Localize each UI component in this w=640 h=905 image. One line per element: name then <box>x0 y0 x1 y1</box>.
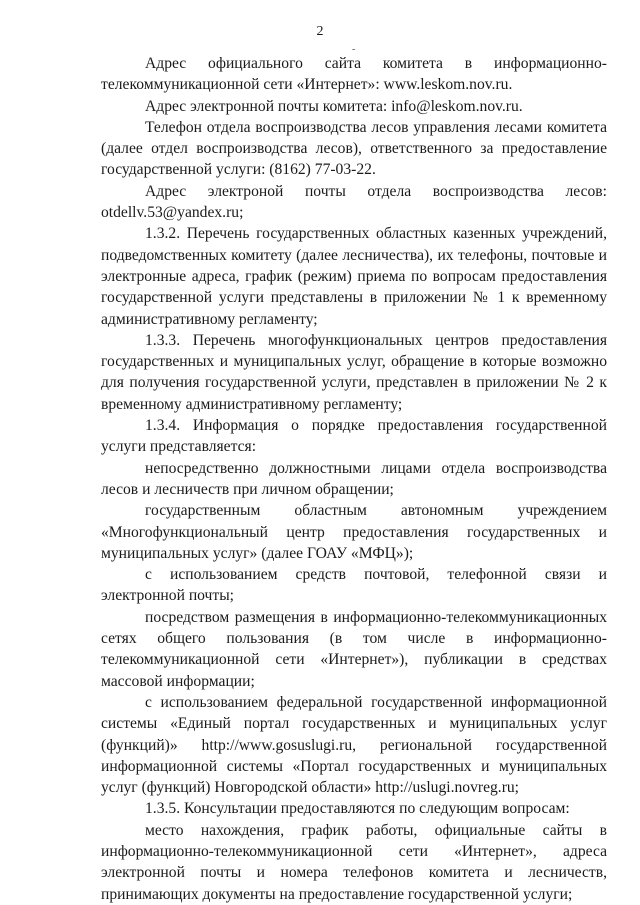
document-body <box>101 53 607 905</box>
paragraph-1-3-3: 1.3.3. Перечень многофункциональных центров предоставления государственных и муниципальных услуг, обращение в которые возможно для получения государственной услуги, представлен в приложении № 2 к временному административному регламенту; <box>101 331 607 413</box>
paragraph-1-3-2: 1.3.2. Перечень государственных областных казенных учреждений, подведомственных комитету (далее лесничества), их телефоны, почтовые и электронные адреса, график (режим) приема по вопросам предоставления государственной услуги представлены в приложении № 1 к временному административному регламенту; <box>101 225 607 328</box>
paragraph-internet: посредством размещения в информационно-телекоммуникационных сетях общего пользования (в том числе в информационно-телекоммуникационной сети «Интернет»), публикации в средствах массовой информации; <box>101 608 607 690</box>
paragraph-website: Адрес официального сайта комитета в информационно-телекоммуникационной сети «Интернет»: www.leskom.nov.ru. <box>101 55 607 94</box>
paragraph-personal: непосредственно должностными лицами отдела воспроизводства лесов и лесничеств при личном обращении; <box>101 459 607 498</box>
paragraph-phone: Телефон отдела воспроизводства лесов управления лесами комитета (далее отдел воспроизводства лесов), ответственного за предоставление государственной услуги: (8162) 77-03-22. <box>101 118 607 179</box>
page-mark: - <box>352 44 356 55</box>
paragraph-email: Адрес электронной почты комитета: info@leskom.nov.ru. <box>145 97 523 115</box>
page-number: 2 <box>316 24 324 39</box>
paragraph-mfc: государственным областным автономным учреждением «Многофункциональный центр предоставления государственных и муниципальных услуг» (далее ГОАУ «МФЦ»); <box>101 502 607 562</box>
paragraph-1-3-5: 1.3.5. Консультации предоставляются по следующим вопросам: <box>145 800 570 818</box>
paragraph-portals: с использованием федеральной государственной информационной системы «Единый портал государственных и муниципальных услуг (функций)» http://www.gosuslugi.ru, региональной государственной информационной системы «Портал государственных и муниципальных услуг (функций) Новгородской области» http://uslugi.novreg.ru; <box>101 693 607 797</box>
paragraph-1-3-4: 1.3.4. Информация о порядке предоставления государственной услуги представляется: <box>101 417 607 456</box>
paragraph-mail-phone: с использованием средств почтовой, телефонной связи и электронной почты; <box>101 566 607 605</box>
paragraph-dept-email: Адрес электроной почты отдела воспроизводства лесов: otdellv.53@yandex.ru; <box>101 182 607 222</box>
paragraph-location: место нахождения, график работы, официальные сайты в информационно-телекоммуникационной сети «Интернет», адреса электронной почты и номера телефонов комитета и лесничеств, принимающих документы на предоставление государственной услуги; <box>101 821 607 903</box>
